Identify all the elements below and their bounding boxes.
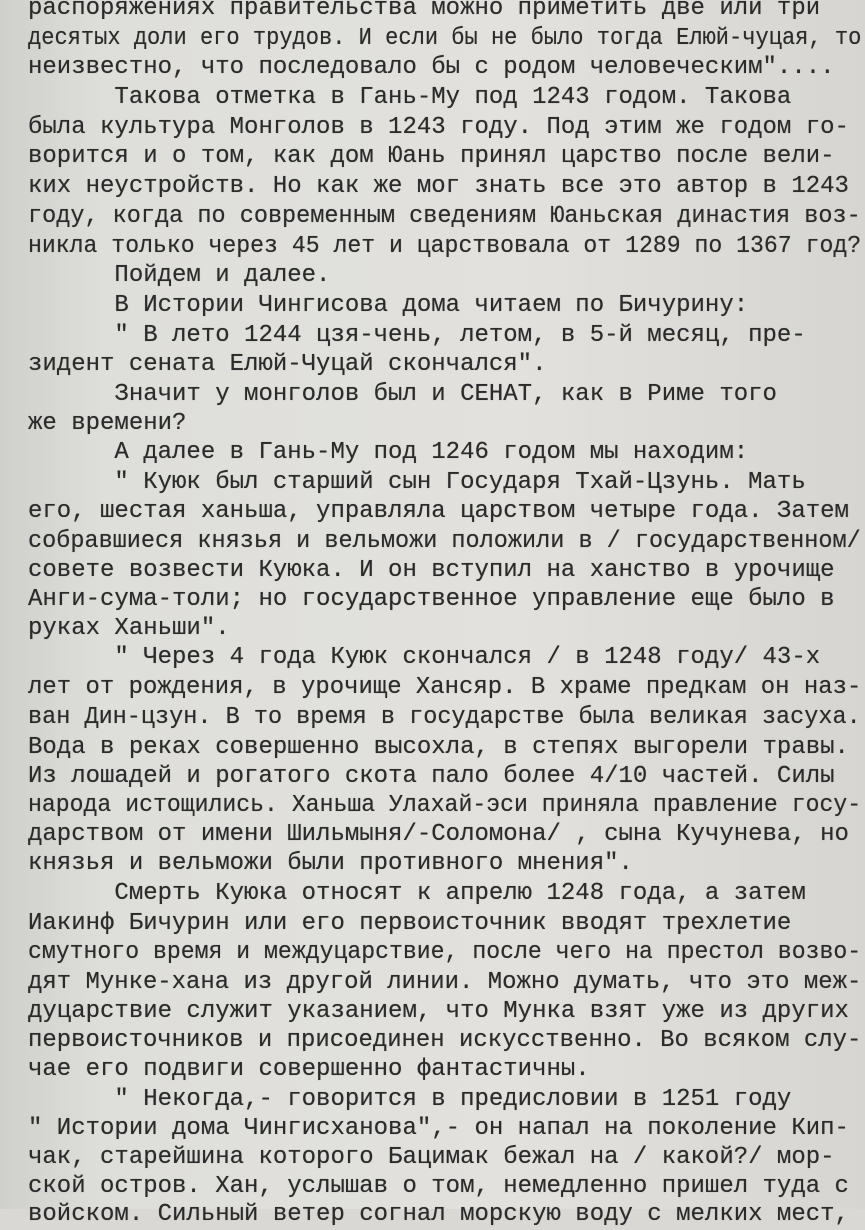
text-line: " Куюк был старший сын Государя Тхай-Цзунь. Мать [28, 469, 806, 496]
text-line: чак, старейшина которого Бацимак бежал на / какой?/ мор- [28, 1144, 835, 1171]
text-line: никла только через 45 лет и царствовала от 1289 по 1367 год? [28, 233, 862, 260]
text-line: А далее в Гань-Му под 1246 годом мы находим: [28, 439, 749, 466]
text-line: же времени? [28, 410, 187, 437]
text-line: лет от рождения, в урочище Хансяр. В храме предкам он наз- [28, 674, 862, 701]
text-line: первоисточников и присоединен искусственно. Во всяком слу- [28, 1027, 862, 1054]
text-line: " Истории дома Чингисханова",- он напал на поколение Кип- [28, 1115, 849, 1142]
text-line: году, когда по современным сведениям Юаньская династия воз- [28, 203, 861, 230]
text-line: распоряжениях правительства можно приметить две или три [28, 0, 821, 22]
text-line: " В лето 1244 цзя-чень, летом, в 5-й месяц, пре- [28, 322, 806, 349]
text-line: зидент сената Елюй-Чуцай скончался". [28, 351, 547, 378]
text-line: Иакинф Бичурин или его первоисточник вводят трехлетие [28, 910, 792, 937]
text-line: чае его подвиги совершенно фантастичны. [28, 1056, 590, 1083]
text-line: князья и вельможи были противного мнения". [28, 850, 633, 877]
text-line: Вода в реках совершенно высохла, в степях выгорели травы. [28, 734, 849, 761]
text-line: В Истории Чингисова дома читаем по Бичурину: [28, 292, 749, 319]
text-line: Значит у монголов был и СЕНАТ, как в Риме того [28, 381, 777, 408]
text-line: дарством от имени Шильмыня/-Соломона/ , сына Кучунева, но [28, 821, 849, 848]
text-line: смутного время и междуцарствие, после чего на престол возво- [28, 939, 862, 966]
text-line: войском. Сильный ветер согнал морскую воду с мелких мест, [28, 1201, 849, 1228]
text-line: десятых доли его трудов. И если бы не было тогда Елюй-чуцая, то [28, 25, 862, 52]
text-line: ской остров. Хан, услышав о том, немедленно пришел туда с [28, 1173, 849, 1200]
text-line: собравшиеся князья и вельможи положили в / государственном/ [28, 528, 861, 555]
text-line: Анги-сума-толи; но государственное управление еще было в [28, 586, 835, 613]
text-line: Смерть Куюка относят к апрелю 1248 года, а затем [28, 880, 806, 907]
text-line: " Некогда,- говорится в предисловии в 1251 году [28, 1086, 792, 1113]
text-line: руках Ханьши". [28, 615, 230, 642]
text-line: ван Дин-цзун. В то время в государстве была великая засуха. [28, 704, 861, 731]
text-line: его, шестая ханьша, управляла царством четыре года. Затем [28, 498, 849, 525]
text-line: неизвестно, что последовало бы с родом человеческим".... [28, 54, 835, 81]
text-line: ких неустройств. Но как же мог знать все это автор в 1243 [28, 173, 849, 200]
text-line: ворится и о том, как дом Юань принял царство после вели- [28, 143, 835, 170]
text-line: Такова отметка в Гань-Му под 1243 годом. Такова [28, 84, 792, 111]
text-line: " Через 4 года Куюк скончался / в 1248 году/ 43-х [28, 644, 821, 671]
text-line: дуцарствие служит указанием, что Мунка взят уже из других [28, 998, 849, 1025]
text-line: Из лошадей и рогатого скота пало более 4/10 частей. Силы [28, 763, 835, 790]
text-line: дят Мунке-хана из другой линии. Можно думать, что это меж- [28, 969, 862, 996]
text-line: Пойдем и далее. [28, 262, 331, 289]
text-line: совете возвести Куюка. И он вступил на ханство в урочище [28, 557, 835, 584]
text-line: народа истощились. Ханьша Улахай-эси приняла правление госу- [28, 792, 862, 819]
text-line: была культура Монголов в 1243 году. Под этим же годом го- [28, 114, 849, 141]
